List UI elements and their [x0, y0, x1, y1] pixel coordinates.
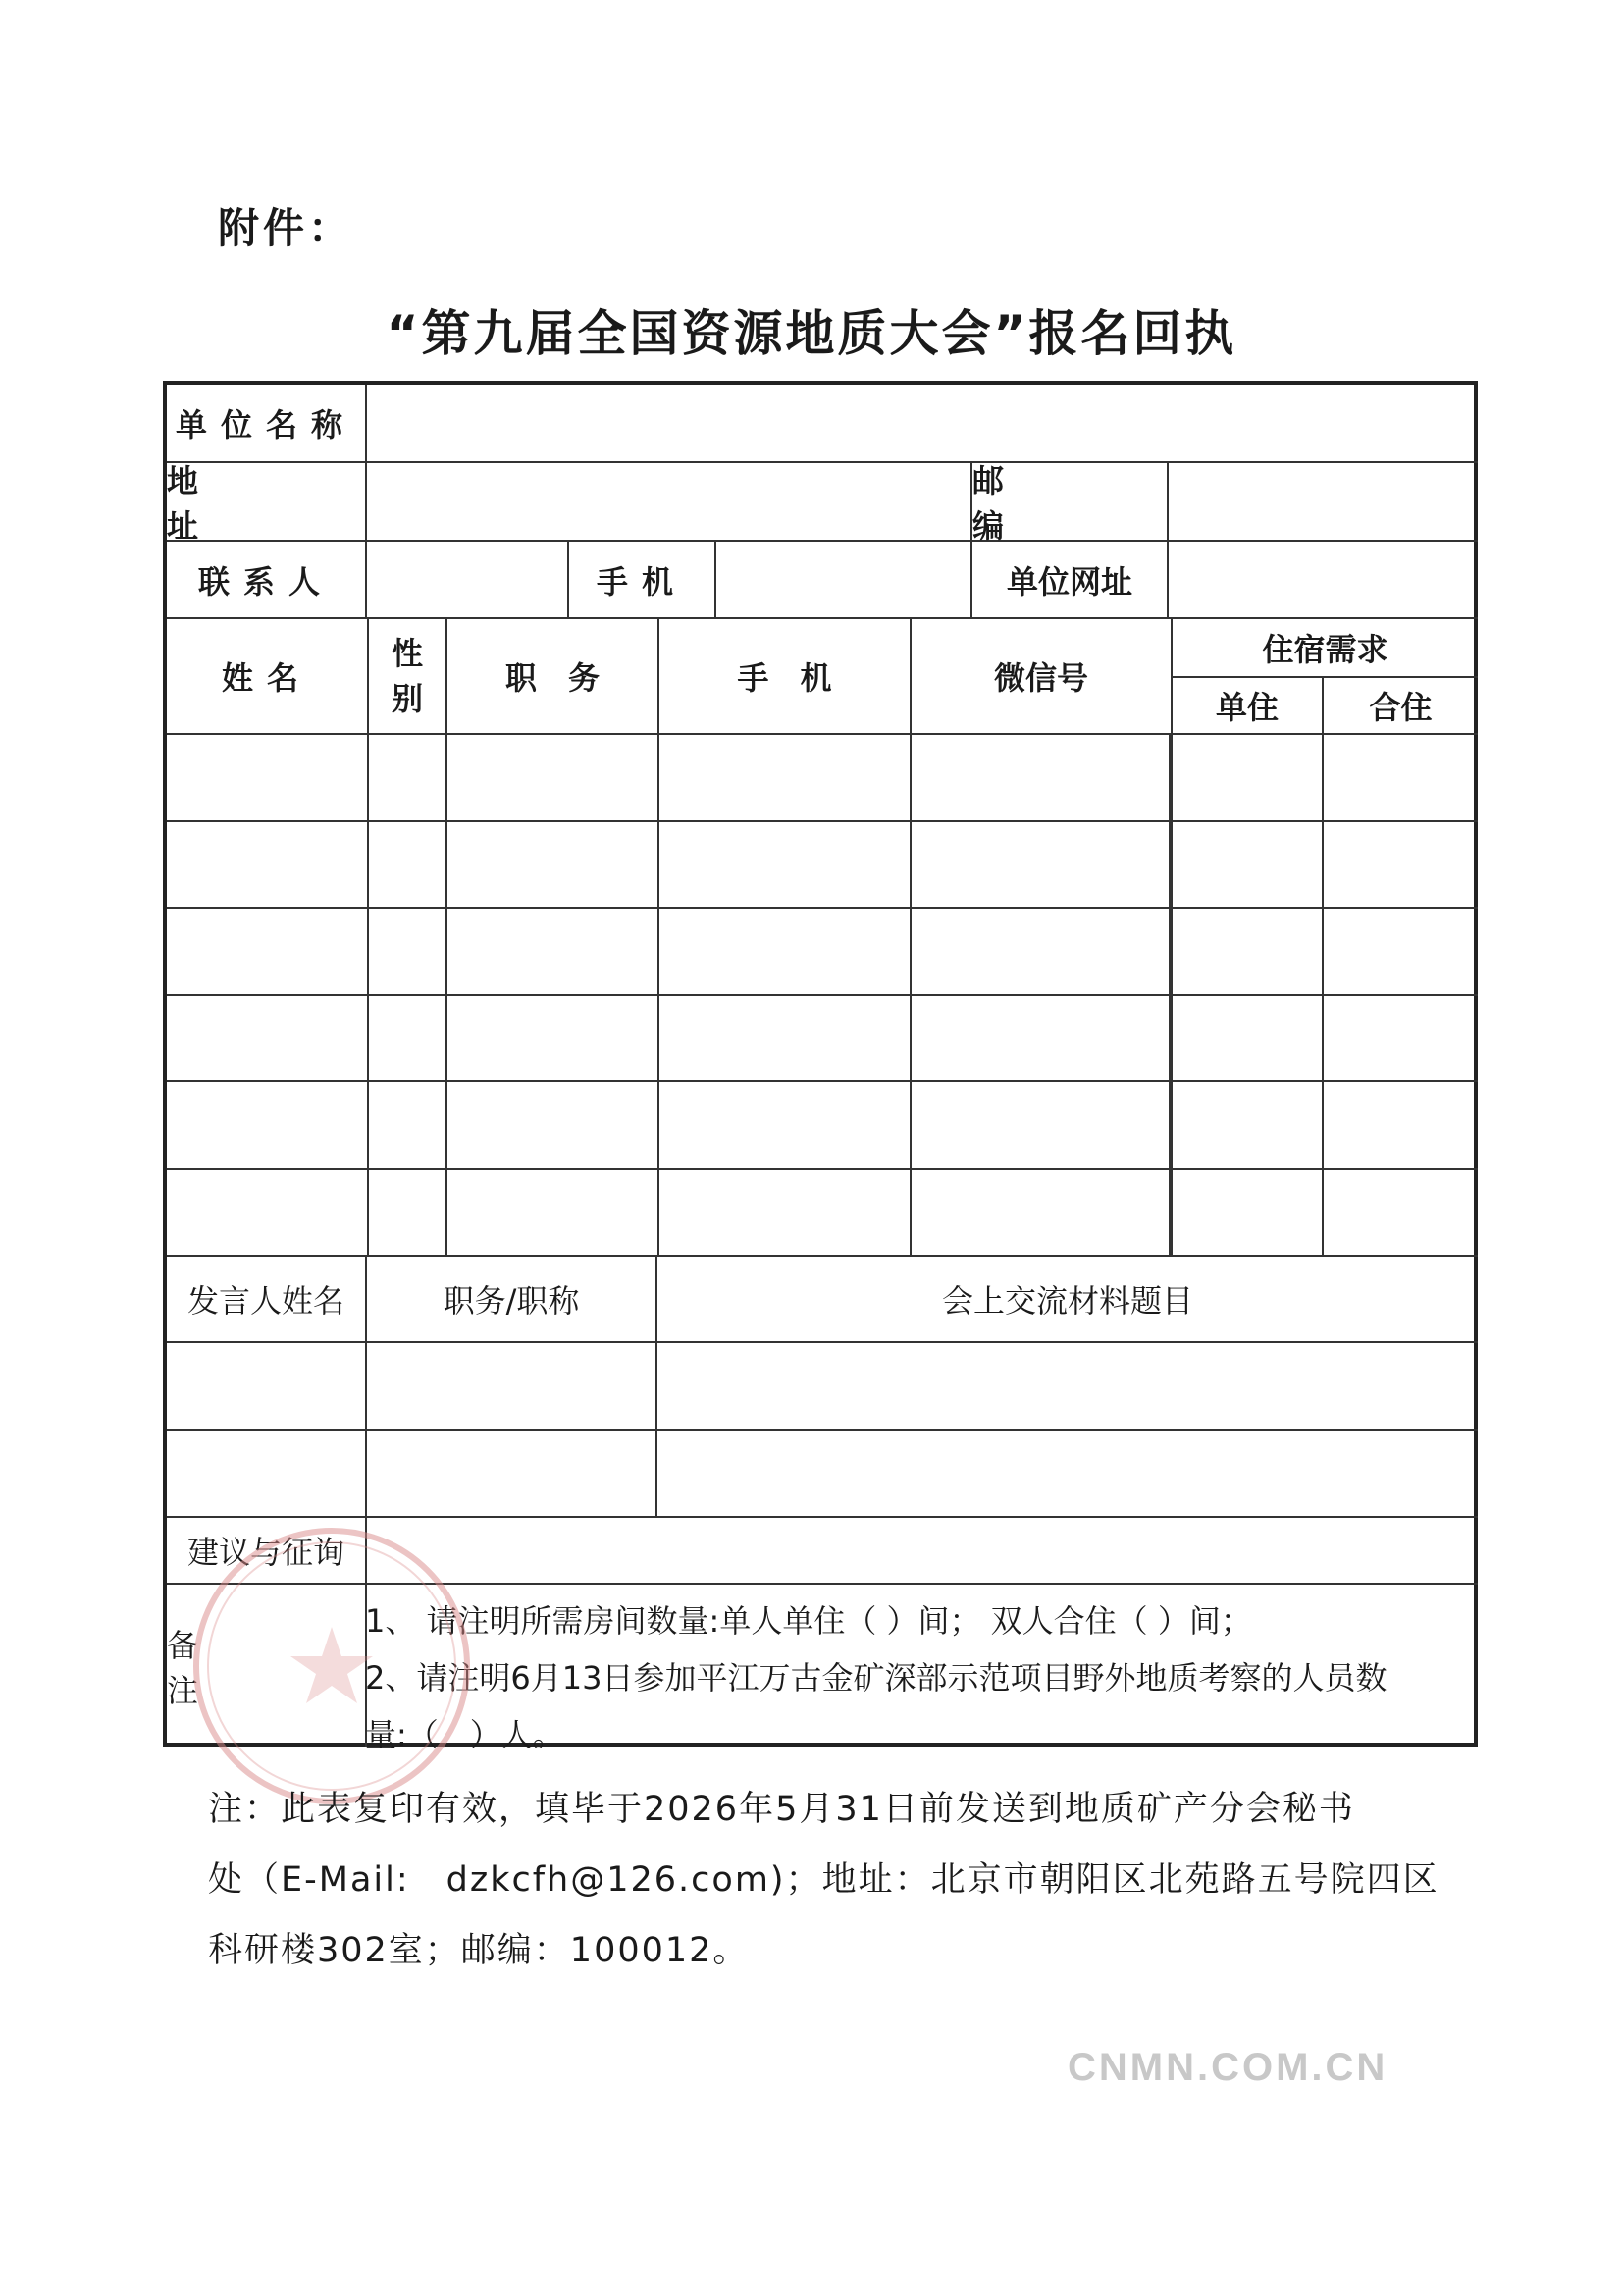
attachment-label: 附件：	[218, 204, 354, 252]
attendee-single-room-cell[interactable]	[1173, 822, 1324, 910]
speaker-topic-header: 会上交流材料题目	[657, 1257, 1478, 1343]
attendee-mobile-cell[interactable]	[659, 735, 912, 822]
attendee-wechat-cell[interactable]	[912, 822, 1173, 910]
footnote	[208, 1774, 1454, 1986]
attendee-wechat-cell[interactable]	[912, 1170, 1173, 1257]
site-watermark: CNMN.COM.CN	[1068, 2046, 1388, 2089]
attendee-wechat-cell[interactable]	[912, 1082, 1173, 1170]
speaker-title-cell[interactable]	[367, 1431, 657, 1518]
remark-label: 备 注	[167, 1585, 367, 1747]
speaker-name-header: 发言人姓名	[167, 1257, 367, 1343]
attendee-position-cell[interactable]	[447, 1082, 659, 1170]
attendee-single-room-cell[interactable]	[1173, 996, 1324, 1083]
attendee-single-room-cell[interactable]	[1173, 909, 1324, 996]
contact-label: 联系人	[167, 542, 367, 619]
attendee-shared-room-cell[interactable]	[1324, 909, 1478, 996]
attendee-name-cell[interactable]	[167, 735, 369, 822]
shared-room-header: 合住	[1324, 678, 1478, 735]
attendee-mobile-header: 手 机	[659, 619, 912, 735]
attendee-shared-room-cell[interactable]	[1324, 1082, 1478, 1170]
speaker-name-cell[interactable]	[167, 1343, 367, 1431]
attendee-name-cell[interactable]	[167, 822, 369, 910]
attendee-wechat-cell[interactable]	[912, 735, 1173, 822]
website-field[interactable]	[1169, 542, 1478, 619]
attendee-mobile-cell[interactable]	[659, 1082, 912, 1170]
remark-line-1: 1、 请注明所需房间数量:单人单住（ ）间； 双人合住（ ）间；	[365, 1602, 1252, 1640]
single-room-header: 单住	[1173, 678, 1324, 735]
attendee-name-cell[interactable]	[167, 1170, 369, 1257]
contact-field[interactable]	[367, 542, 569, 619]
footnote-line-1: 注：此表复印有效，填毕于2026年5月31日前发送到地质矿产分会秘书	[208, 1790, 1355, 1829]
gender-header-1: 性	[391, 635, 423, 672]
attendee-single-room-cell[interactable]	[1173, 735, 1324, 822]
name-header: 姓名	[167, 619, 369, 735]
attendee-wechat-cell[interactable]	[912, 909, 1173, 996]
lodging-header: 住宿需求	[1173, 619, 1478, 678]
attendee-mobile-cell[interactable]	[659, 1170, 912, 1257]
footnote-line-3: 科研楼302室；邮编：100012。	[208, 1931, 750, 1970]
attendee-position-cell[interactable]	[447, 909, 659, 996]
attendee-shared-room-cell[interactable]	[1324, 996, 1478, 1083]
attendee-gender-cell[interactable]	[369, 735, 447, 822]
speaker-title-header: 职务/职称	[367, 1257, 657, 1343]
mobile-label: 手机	[569, 542, 716, 619]
attendee-position-cell[interactable]	[447, 1170, 659, 1257]
attendee-shared-room-cell[interactable]	[1324, 1170, 1478, 1257]
attendee-position-cell[interactable]	[447, 735, 659, 822]
org-name-label: 单位名称	[167, 385, 367, 463]
remark-line-2: 2、请注明6月13日参加平江万古金矿深部示范项目野外地质考察的人员数	[365, 1659, 1387, 1696]
attendee-single-room-cell[interactable]	[1173, 1082, 1324, 1170]
footnote-line-2: 处（E-Mail: dzkcfh@126.com)；地址：北京市朝阳区北苑路五号院四区	[208, 1860, 1440, 1900]
attendee-position-cell[interactable]	[447, 822, 659, 910]
attendee-shared-room-cell[interactable]	[1324, 822, 1478, 910]
remark-text	[365, 1592, 1478, 1763]
attendee-name-cell[interactable]	[167, 1082, 369, 1170]
postcode-label: 邮 编	[972, 463, 1169, 542]
position-header: 职 务	[447, 619, 659, 735]
attendee-wechat-cell[interactable]	[912, 996, 1173, 1083]
attendee-position-cell[interactable]	[447, 996, 659, 1083]
gender-header-2: 别	[391, 680, 423, 717]
remark-line-3: 量:（ ）人。	[365, 1716, 564, 1753]
speaker-title-cell[interactable]	[367, 1343, 657, 1431]
attendee-name-cell[interactable]	[167, 909, 369, 996]
attendee-shared-room-cell[interactable]	[1324, 735, 1478, 822]
speaker-name-cell[interactable]	[167, 1431, 367, 1518]
mobile-field[interactable]	[716, 542, 972, 619]
suggestion-field[interactable]	[367, 1518, 1478, 1585]
attendee-gender-cell[interactable]	[369, 1082, 447, 1170]
speaker-topic-cell[interactable]	[657, 1343, 1478, 1431]
gender-header	[369, 619, 447, 735]
attendee-gender-cell[interactable]	[369, 822, 447, 910]
official-seal	[184, 1519, 479, 1813]
attendee-mobile-cell[interactable]	[659, 996, 912, 1083]
speaker-topic-cell[interactable]	[657, 1431, 1478, 1518]
website-label: 单位网址	[972, 542, 1169, 619]
attendee-gender-cell[interactable]	[369, 909, 447, 996]
form-title: “第九届全国资源地质大会”报名回执	[386, 305, 1237, 362]
attendee-mobile-cell[interactable]	[659, 909, 912, 996]
attendee-single-room-cell[interactable]	[1173, 1170, 1324, 1257]
postcode-field[interactable]	[1169, 463, 1478, 542]
attendee-gender-cell[interactable]	[369, 1170, 447, 1257]
suggestion-label: 建议与征询	[167, 1518, 367, 1585]
org-name-field[interactable]	[367, 385, 1478, 463]
address-field[interactable]	[367, 463, 972, 542]
attendee-mobile-cell[interactable]	[659, 822, 912, 910]
address-label: 地 址	[167, 463, 367, 542]
attendee-gender-cell[interactable]	[369, 996, 447, 1083]
wechat-header: 微信号	[912, 619, 1173, 735]
attendee-name-cell[interactable]	[167, 996, 369, 1083]
